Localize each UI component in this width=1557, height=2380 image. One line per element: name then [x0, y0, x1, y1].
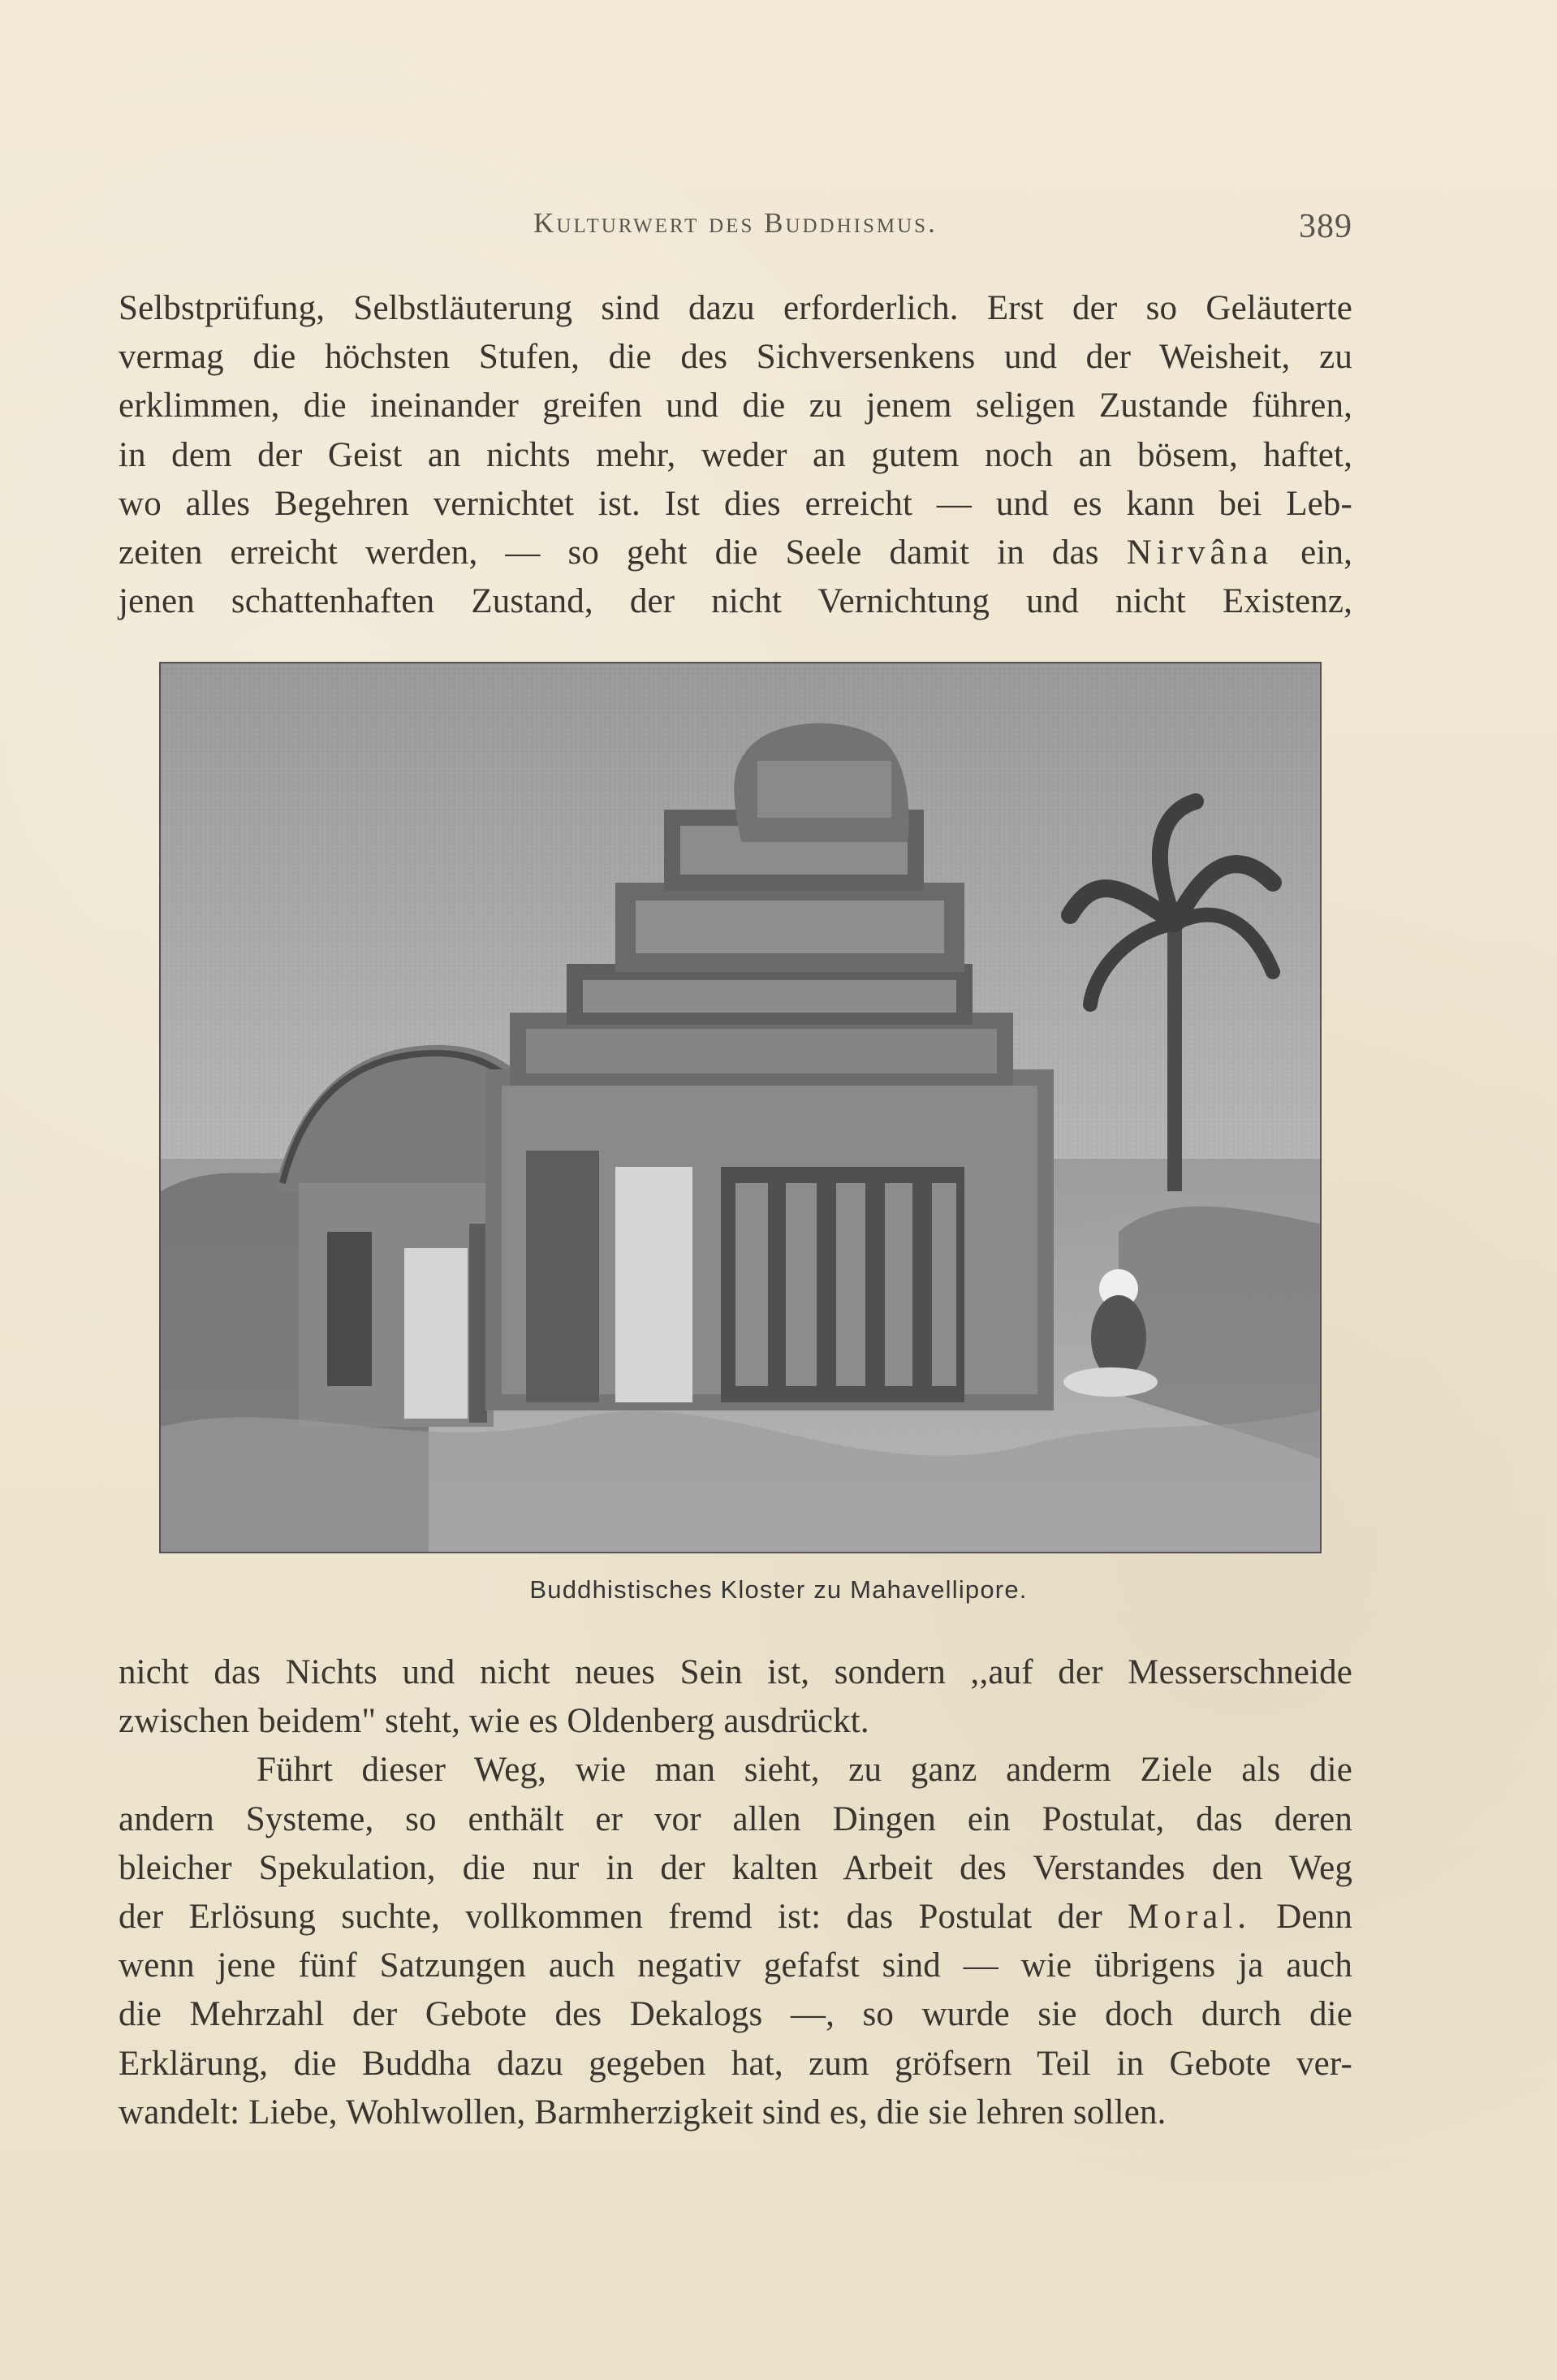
text-fragment: Denn [1276, 1898, 1353, 1937]
text-line: nicht das Nichts und nicht neues Sein ist, sondern ,,auf der Messerschneide [119, 1653, 1352, 1691]
foreground-ground [161, 1410, 1320, 1552]
figure-caption: Buddhistisches Kloster zu Mahavellipore. [529, 1575, 1028, 1604]
text-line: bleicher Spekulation, die nur in der kalten Arbeit des Verstandes den Weg [119, 1848, 1352, 1887]
paragraph-after-figure [119, 1648, 1352, 2137]
chapter-title: Kulturwert des Buddhismus. [533, 207, 938, 239]
text-line [119, 529, 1352, 577]
text-fragment: zeiten erreicht werden, — so geht die Seele damit in das [119, 533, 1099, 572]
text-line: wo alles Begehren vernichtet ist. Ist dies erreicht — und es kann bei Leb- [119, 484, 1352, 523]
running-header [119, 207, 1352, 248]
text-line: Selbstprüfung, Selbstläuterung sind dazu erforderlich. Erst der so Geläuterte [119, 289, 1352, 327]
text-line: die Mehrzahl der Gebote des Dekalogs —, so wurde sie doch durch die [119, 1995, 1352, 2034]
page-number: 389 [1299, 208, 1352, 245]
text-line: in dem der Geist an nichts mehr, weder an gutem noch an bösem, haftet, [119, 435, 1352, 474]
paragraph-before-figure [119, 284, 1352, 626]
text-line: andern Systeme, so enthält er vor allen Dingen ein Postulat, das deren [119, 1799, 1352, 1838]
text-line: jenen schattenhaften Zustand, der nicht Vernichtung und nicht Existenz, [119, 582, 1352, 621]
text-line: erklimmen, die ineinander greifen und die zu jenem seligen Zustande führen, [119, 387, 1352, 425]
emphasized-term: Moral. [1128, 1898, 1251, 1937]
text-line: zwischen beidem" steht, wie es Oldenberg ausdrückt. [119, 1702, 869, 1741]
text-line: wenn jene fünf Satzungen auch negativ gefafst sind — wie übrigens ja auch [119, 1946, 1352, 1985]
emphasized-term: Nirvâna [1126, 533, 1274, 572]
text-line: Erklärung, die Buddha dazu gegeben hat, zum gröfsern Teil in Gebote ver- [119, 2044, 1352, 2083]
text-fragment: der Erlösung suchte, vollkommen fremd ist: das Postulat der [119, 1898, 1102, 1937]
text-line [119, 1893, 1352, 1942]
temple-illustration [161, 663, 1320, 1552]
text-line: wandelt: Liebe, Wohlwollen, Barmherzigkeit sind es, die sie lehren sollen. [119, 2093, 1167, 2132]
text-line: vermag die höchsten Stufen, die des Sichversenkens und der Weisheit, zu [119, 338, 1352, 377]
text-fragment: ein, [1300, 533, 1353, 572]
text-line: Führt dieser Weg, wie man sieht, zu ganz anderm Ziele als die [257, 1751, 1352, 1790]
temple-photograph [159, 662, 1322, 1553]
